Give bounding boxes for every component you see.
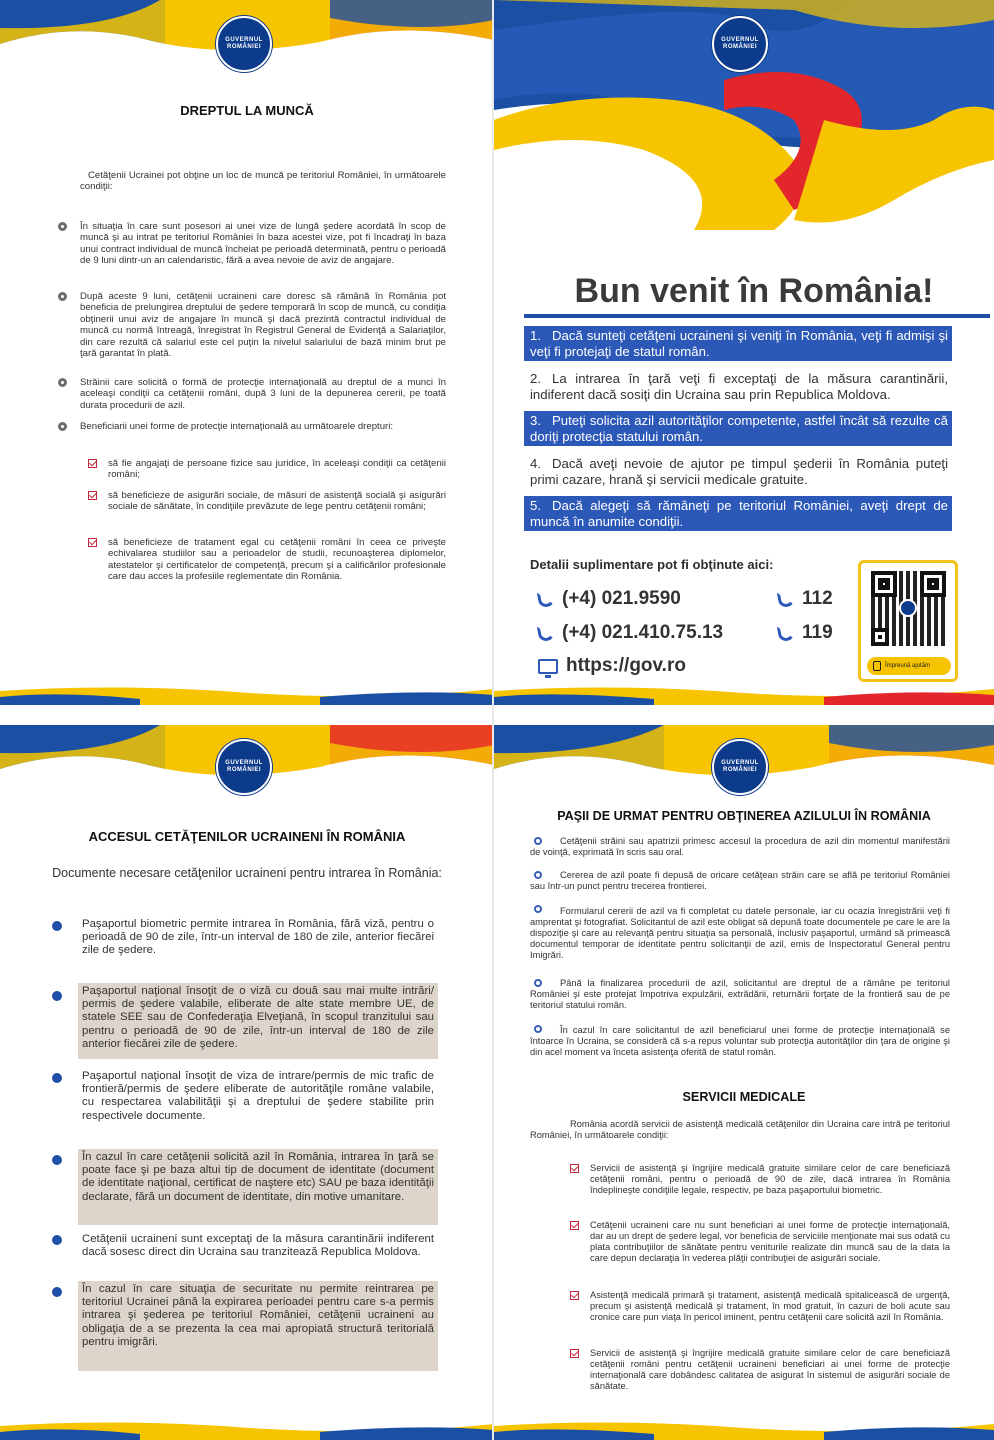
section-intro: România acordă servicii de asistenţă medicală cetăţenilor din Ucraina care intră pe teritoriul României, în următoarele condiţii:	[530, 1119, 950, 1140]
emergency-number-link[interactable]: 112	[778, 588, 833, 610]
government-seal-logo: GUVERNUL ROMÂNIEI	[216, 739, 272, 795]
list-item-highlighted: În cazul în care cetăţenii solicită azil în România, intrarea în ţară se poate face şi pe baza altui tip de document de identitate (document de identitate naţional, certificat de naştere etc) SAU pe baza identităţii declarate, fără un document de identitate, din motive umanitare.	[78, 1149, 438, 1225]
details-label: Detalii suplimentare pot fi obţinute aici:	[530, 557, 774, 572]
list-item: În situaţia în care sunt posesori ai unei vize de lungă şedere acordată în scop de muncă şi au intrat pe teritoriul României în baza acestei vize, pot fi încadraţi în baza unui contract individual de muncă încheiat pe perioadă determinată, pentru o perioadă de 9 luni dintr-un an calendaristic, fără a avea nevoie de aviz de angajare.	[80, 221, 446, 267]
checkbox-icon	[88, 491, 97, 500]
info-item: 1. Dacă sunteţi cetăţeni ucraineni şi veniţi în România, veţi fi admişi şi veţi fi protejaţi de statul român.	[524, 326, 952, 361]
welcome-heading: Bun venit în România!	[574, 272, 934, 310]
page-title: DREPTUL LA MUNCĂ	[180, 103, 314, 118]
panel-welcome	[494, 0, 994, 705]
phone-icon	[777, 624, 796, 643]
page-title: PAŞII DE URMAT PENTRU OBŢINEREA AZILULUI ÎN ROMÂNIA	[557, 809, 931, 823]
bullet-icon	[52, 991, 62, 1001]
list-item: Străinii care solicită o formă de protecţie internaţională au dreptul de a munci în aceleaşi condiţii ca cetăţenii români, după 3 luni de la depunerea cererii, pe toată durata procedurii de azil.	[80, 377, 446, 411]
checkbox-icon	[88, 459, 97, 468]
qr-seal-icon	[899, 599, 917, 617]
check-item: Cetăţenii ucraineni care nu sunt beneficiari ai unei forme de protecţie internaţională, dar au un drept de şedere legal, vor beneficia de serviciile menţionate mai sus odată cu plata contribuţiilor de sănătate pentru veniturile realizate din muncă sau de la data la care depun declaraţia în vederea plăţii contribuţiei de asigurări sociale.	[590, 1220, 950, 1263]
check-item: să fie angajaţi de persoane fizice sau juridice, în aceleaşi condiţii ca cetăţenii români;	[108, 458, 446, 481]
check-item: Servicii de asistenţă şi îngrijire medicală gratuite similare celor de care beneficiază cetăţenii români, pentru o perioadă de 90 de zile, dacă intrarea în România îndeplineşte condiţiile legale, respectiv, pe baza paşaportului biometric.	[590, 1163, 950, 1195]
list-item: După aceste 9 luni, cetăţenii ucraineni care doresc să rămână în România pot beneficia de prelungirea dreptului de şedere temporară în scop de muncă, cu condiţia obţinerii unui aviz de angajare în muncă şi dacă prezintă contractul individual de muncă cu normă întreagă, înregistrat în Registrul General de Evidenţă a Salariaţilor, din care rezultă că salariul este cel puţin la nivelul salariului de bază minim brut pe ţară garantat în plată.	[80, 291, 446, 360]
list-item: În cazul în care solicitantul de azil beneficiarul unei forme de protecţie internaţională se întoarce în Ucraina, se consideră că s-a repus voluntar sub protecţia autorităţilor din ţara de origine şi din acel moment va înceta asistenţa oferită de statul român.	[530, 1025, 950, 1057]
qr-corner-marker	[871, 628, 889, 646]
government-seal-logo: GUVERNUL ROMÂNIEI	[216, 16, 272, 72]
checkbox-icon	[570, 1349, 579, 1358]
page-gap	[0, 705, 994, 725]
flag-footer	[494, 683, 994, 705]
phone-icon	[537, 624, 556, 643]
check-item: să beneficieze de tratament egal cu cetăţenii români în ceea ce priveşte echivalarea studiilor sau a perioadelor de studii, recunoaşterea diplomelor, atestatelor şi certificatelor de competenţă, precum şi a calificărilor profesionale care dau acces la profesiile reglementate din România.	[108, 537, 446, 583]
phone-link[interactable]: (+4) 021.410.75.13	[538, 622, 723, 644]
government-seal-logo: GUVERNUL ROMÂNIEI	[712, 739, 768, 795]
list-item: Până la finalizarea procedurii de azil, solicitantul are dreptul de a rămâne pe teritoriul României şi este protejat împotriva expulzării, extrădării, returnării forţate de la frontieră sau de pe teritoriul statului român.	[530, 978, 950, 1010]
bullet-icon	[52, 1155, 62, 1165]
checkbox-icon	[88, 538, 97, 547]
list-item-highlighted: Paşaportul naţional însoţit de o viză cu două sau mai multe intrări/ permis de şedere valabile, eliberate de alte state membre UE, de statele SEE sau de Confederaţia Elveţiană, în scopul tranzitului sau pentru o perioadă de 90 de zile, într-un interval de 180 de zile anterior fiecărei zile de şedere.	[78, 983, 438, 1059]
list-item: Beneficiarii unei forme de protecţie internaţională au următoarele drepturi:	[80, 421, 394, 432]
checkbox-icon	[570, 1221, 579, 1230]
phone-icon	[537, 590, 556, 609]
flag-footer	[0, 683, 494, 705]
info-item: 3. Puteţi solicita azil autorităţilor competente, astfel încât să rezulte că doriţi protecţia statului român.	[524, 411, 952, 446]
bullet-icon	[52, 1235, 62, 1245]
monitor-icon	[538, 659, 558, 674]
panel-access	[0, 725, 494, 1440]
list-item: Cererea de azil poate fi depusă de oricare cetăţean străin care se află pe teritoriul României sau într-un punct pentru trecerea frontierei.	[530, 870, 950, 891]
bullet-icon	[58, 292, 67, 301]
check-item: Asistenţă medicală primară şi tratament, asistenţă medicală spitalicească de urgenţă, precum şi asistenţă medicală şi tratament, în mod gratuit, în cazuri de boli acute sau cronice care pun viaţa în pericol iminent, pentru cetăţenii care solicită azil în România.	[590, 1290, 950, 1322]
check-item: Servicii de asistenţă şi îngrijire medicală gratuite similare celor de care beneficiază cetăţenii români pentru cetăţenii ucraineni beneficiari ai unei forme de protecţie internaţională care dobândesc calitatea de asigurat în sistemul de asigurări sociale de sănătate.	[590, 1348, 950, 1391]
heading-underline	[524, 314, 990, 318]
section-title: SERVICII MEDICALE	[682, 1090, 806, 1104]
government-seal-logo: GUVERNUL ROMÂNIEI	[712, 16, 768, 72]
flag-footer	[0, 1418, 494, 1440]
info-item: 5. Dacă alegeţi să rămâneţi pe teritoriul României, aveţi drept de muncă în anumite condiţii.	[524, 496, 952, 531]
intro-text: Cetăţenii Ucrainei pot obţine un loc de muncă pe teritoriul României, în următoarele condiţii:	[80, 170, 446, 193]
list-item: Paşaportul naţional însoţit de viza de intrare/permis de mic trafic de frontieră/permis de şedere eliberate de autorităţile române valabile, cu respectarea valabilităţii şi a dreptului de şedere stabilite prin respectivele documente.	[82, 1070, 434, 1122]
phone-icon	[777, 590, 796, 609]
list-item: Formularul cererii de azil va fi completat cu datele personale, iar cu ocazia înregistrării veţi fi amprentat şi fotografiat. Solicitantul de azil este obligat să depună toate documentele pe care le are la dispoziţie şi care au relevanţă pentru situaţia sa personală, inclusiv paşaportul, urmând să primească documentul temporar de identitate pentru solicitanţii de azil, emis de Inspectoratul General pentru Imigrări.	[530, 906, 950, 960]
bullet-icon	[58, 222, 67, 231]
info-item: 2. La intrarea în ţară veţi fi exceptaţi de la măsura carantinării, indiferent dacă sosiţi din Ucraina sau prin Republica Moldova.	[530, 371, 948, 402]
check-item: să beneficieze de asigurări sociale, de măsuri de asistenţă socială şi asigurări sociale de sănătate, în condiţiile prevăzute de lege pentru cetăţenii români;	[108, 490, 446, 513]
page-title: ACCESUL CETĂŢENILOR UCRAINENI ÎN ROMÂNIA	[88, 829, 406, 844]
qr-badge: Împreună ajutăm	[867, 657, 951, 675]
website-link[interactable]: https://gov.ro	[538, 655, 686, 677]
info-item: 4. Dacă aveţi nevoie de ajutor pe timpul şederii în România puteţi primi cazare, hrană şi servicii medicale gratuite.	[530, 456, 948, 487]
bullet-icon	[52, 921, 62, 931]
child-helpline-link[interactable]: 119	[778, 622, 833, 644]
phone-icon	[873, 661, 881, 671]
list-item: Paşaportul biometric permite intrarea în România, fără viză, pentru o perioadă de 90 de zile, într-un interval de 180 de zile, anterior fiecărei zile de şedere.	[82, 918, 434, 957]
list-item: Cetăţenii ucraineni sunt exceptaţi de la măsura carantinării indiferent dacă sosesc direct din Ucraina sau tranzitează Republica Moldova.	[82, 1233, 434, 1259]
panel-work-rights	[0, 0, 494, 705]
qr-code-card[interactable]	[858, 560, 958, 682]
bullet-icon	[58, 378, 67, 387]
phone-link[interactable]: (+4) 021.9590	[538, 588, 681, 610]
panel-divider	[492, 0, 494, 1440]
checkbox-icon	[570, 1291, 579, 1300]
list-item: Cetăţenii străini sau apatrizii primesc accesul la procedura de azil din momentul manifestării de voinţă, exprimată în scris sau oral.	[530, 836, 950, 857]
flag-footer	[494, 1418, 994, 1440]
checkbox-icon	[570, 1164, 579, 1173]
bullet-icon	[52, 1287, 62, 1297]
list-item-highlighted: În cazul în care situaţia de securitate nu permite reintrarea pe teritoriul Ucrainei până la expirarea perioadei pentru care s-a permis intrarea şi şederea pe teritoriul României, cetăţenii ucraineni au obligaţia de a se prezenta la cea mai apropiată structură teritorială pentru imigrări.	[78, 1281, 438, 1371]
bullet-icon	[52, 1073, 62, 1083]
panel-asylum	[494, 725, 994, 1440]
bullet-icon	[58, 422, 67, 431]
page-subtitle: Documente necesare cetăţenilor ucraineni pentru intrarea în România:	[52, 866, 442, 880]
